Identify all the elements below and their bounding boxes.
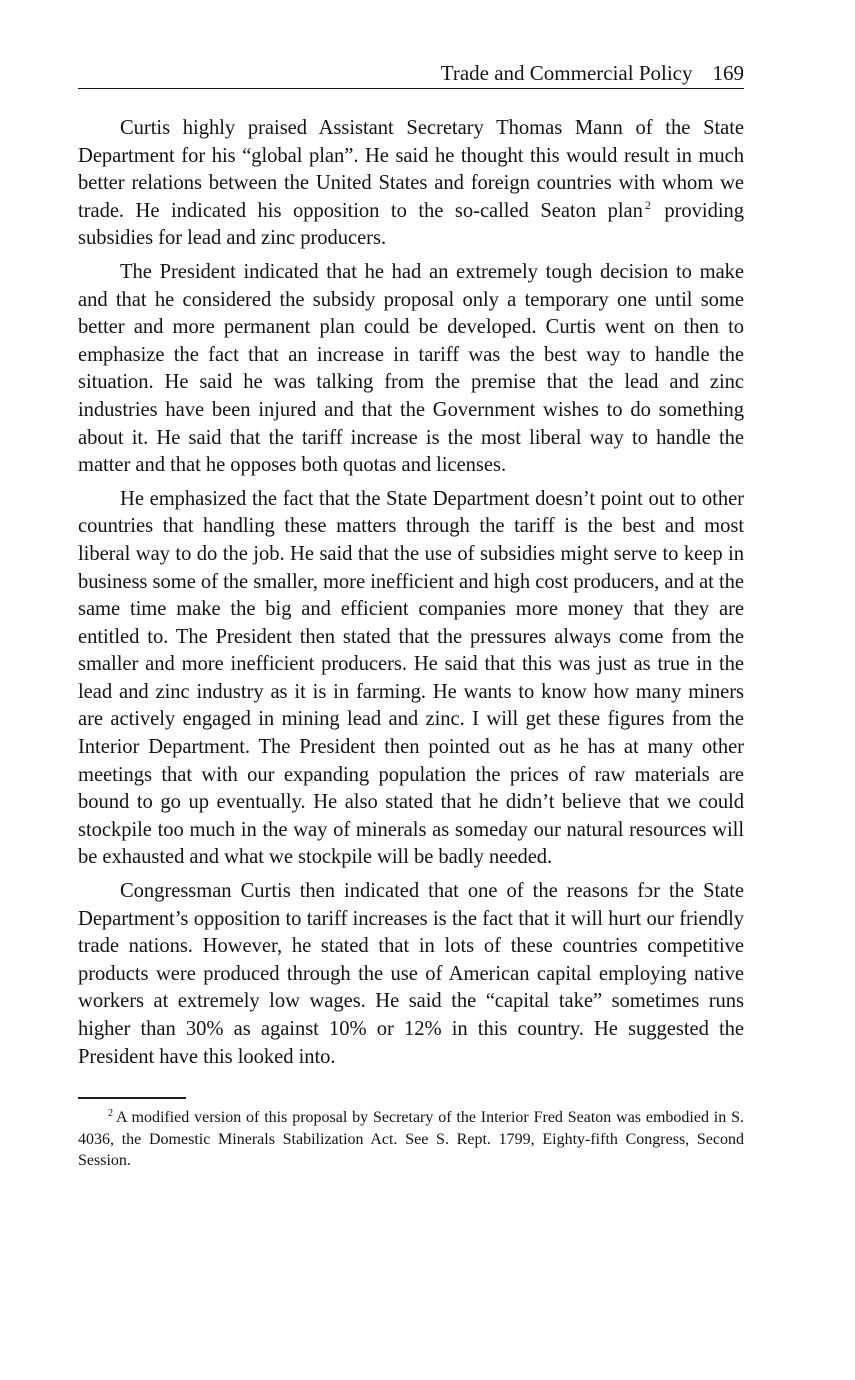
running-head [78, 58, 744, 89]
paragraph: Congressman Curtis then indicated that one of the reasons fɔr the State Department’s opposition to tariff increases is the fact that it will hurt our friendly trade nations. However, he stated that in lots of these countries competitive products were produced through the use of American capital employing native workers at extremely low wages. He said the “capital take” sometimes runs higher than 30% as against 10% or 12% in this country. He suggested the President have this looked into. [78, 880, 744, 1068]
footnote-marker: 2 [108, 1108, 113, 1120]
body-text [78, 115, 744, 1071]
paragraph: The President indicated that he had an extremely tough decision to make and that he considered the subsidy proposal only a temporary one until some better and more permanent plan could be developed. Curtis went on then to emphasize the fact that an increase in tariff was the best way to handle the situation. He said he was talking from the premise that the lead and zinc industries have been injured and that the Government wishes to do something about it. He said that the tariff increase is the most liberal way to handle the matter and that he opposes both quotas and licenses. [78, 260, 744, 477]
running-head-title: Trade and Commercial Policy [440, 61, 693, 85]
paragraph: He emphasized the fact that the State Department doesn’t point out to other countries that handling these matters through the tariff is the best and most liberal way to do the job. He said that the use of subsidies might serve to keep in business some of the smaller, more inefficient and high cost producers, and at the same time make the big and efficient companies more money that they are entitled to. The President then stated that the pressures always come from the smaller and more inefficient producers. He said that this was just as true in the lead and zinc industry as it is in farming. He wants to know how many miners are actively engaged in mining lead and zinc. I will get these figures from the Interior Department. The President then pointed out as he has at many other meetings that with our expanding population the prices of raw materials are bound to go up eventually. He also stated that he didn’t believe that we could stockpile too much in the way of minerals as someday our natural resources will be exhausted and what we stockpile will be badly needed. [78, 487, 744, 869]
footnote-divider [78, 1097, 186, 1099]
paragraph [78, 115, 744, 253]
footnote-reference: 2 [644, 197, 651, 212]
footnote [78, 1107, 744, 1172]
paragraph-text: Curtis highly praised Assistant Secretary Thomas Mann of the State Department for his “global plan”. He said he thought this would result in much better relations between the United States and foreign countries with whom we trade. He indicated his opposition to the so-called Seaton plan [78, 117, 744, 222]
paragraph-text-continued: providing subsidies for lead and zinc producers. [78, 199, 744, 250]
footnote-text: A modified version of this proposal by Secretary of the Interior Fred Seaton was embodied in S. 4036, the Domestic Minerals Stabilization Act. See S. Rept. 1799, Eighty-fifth Congress, Second Session. [78, 1109, 744, 1170]
book-page [78, 58, 744, 1172]
page-number: 169 [712, 61, 744, 85]
